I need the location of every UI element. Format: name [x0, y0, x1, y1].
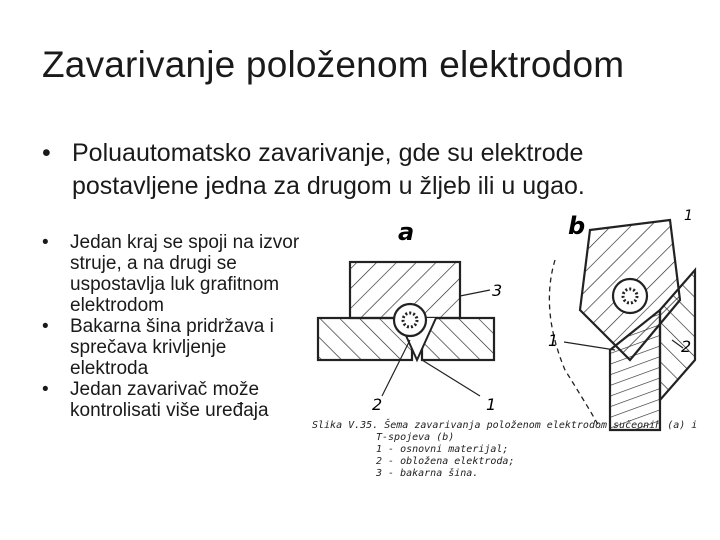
diagram-a: [318, 218, 502, 414]
sub-bullet-item: [42, 316, 307, 379]
sub-bullet-list: [42, 232, 307, 421]
sub-bullet-text: Jedan zavarivač može kontrolisati više uređaja: [70, 379, 269, 421]
label-1-b: 1: [548, 331, 559, 350]
bullet-marker: •: [42, 139, 51, 167]
label-1-b-top: 1: [684, 208, 693, 224]
diagram-b: [548, 208, 695, 430]
label-a: a: [398, 218, 415, 246]
label-2-b: 2: [681, 337, 692, 356]
sub-bullet-item: [42, 232, 307, 316]
sub-bullet-item: [42, 379, 307, 421]
main-bullet: [42, 137, 682, 203]
label-b: b: [568, 212, 586, 240]
bullet-marker: •: [42, 316, 49, 337]
bullet-marker: •: [42, 232, 49, 253]
label-2-a: 2: [372, 395, 383, 414]
sub-bullet-text: Jedan kraj se spoji na izvor struje, a na drugi se uspostavlja luk grafitnom elektrodom: [70, 232, 300, 316]
caption-line: Slika V.35. Šema zavarivanja položenom elektrodom sučeonih (a) i: [312, 420, 698, 431]
caption-line: 2 - obložena elektroda;: [376, 456, 515, 467]
caption-line: 1 - osnovni materijal;: [376, 444, 509, 455]
figure-caption: [312, 420, 712, 480]
electrode-a-outer: [394, 304, 426, 336]
main-bullet-text: Poluautomatsko zavarivanje, gde su elektrode postavljene jedna za drugom u žljeb ili u ugao.: [72, 139, 585, 200]
electrode-b-outer: [613, 279, 647, 313]
bullet-marker: •: [42, 379, 49, 400]
label-3-a: 3: [492, 281, 503, 300]
caption-line: 3 - bakarna šina.: [376, 468, 479, 479]
caption-line: T-spojeva (b): [376, 432, 455, 443]
sub-bullet-text: Bakarna šina pridržava i sprečava krivljenje elektroda: [70, 316, 274, 379]
label-1-a: 1: [486, 395, 497, 414]
slide-title: Zavarivanje položenom elektrodom: [42, 44, 625, 85]
